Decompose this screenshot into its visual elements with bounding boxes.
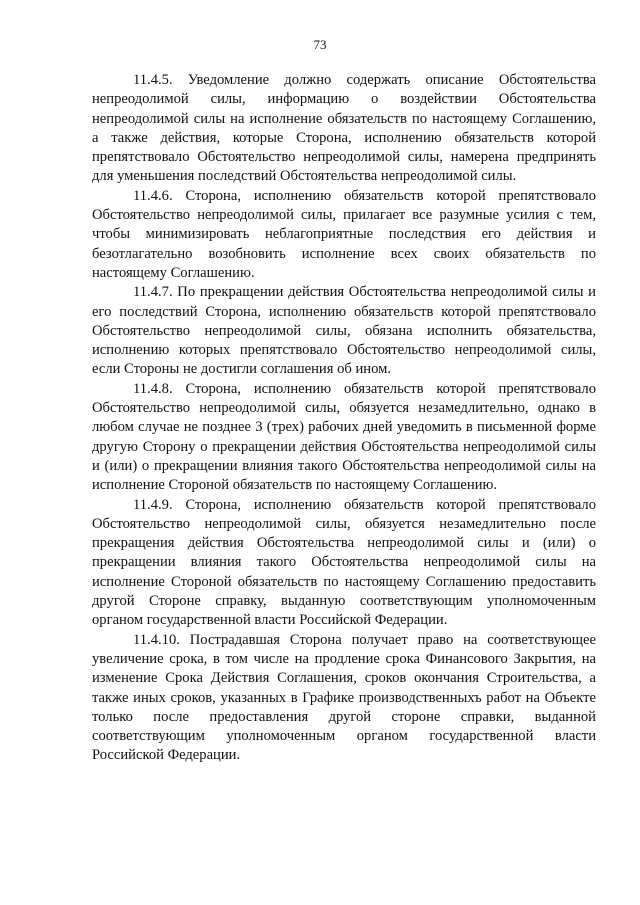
page-number: 73 xyxy=(313,37,327,52)
paragraph-11-4-6: 11.4.6. Сторона, исполнению обязательств которой препятствовало Обстоятельство непреодолимой силы, прилагает все разумные усилия с тем, чтобы минимизировать неблагоприятные последствия его действия и безотлагательно возобновить исполнение всех своих обязательств по настоящему Соглашению. xyxy=(92,187,596,281)
document-body xyxy=(92,71,596,766)
paragraph-11-4-5: 11.4.5. Уведомление должно содержать описание Обстоятельства непреодолимой силы, информацию о воздействии Обстоятельства непреодолимой силы на исполнение обязательств по настоящему Соглашению, а также действия, которые Сторона, исполнению обязательств которой препятствовало Обстоятельство непреодолимой силы, намерена предпринять для уменьшения последствий Обстоятельства непреодолимой силы. xyxy=(92,72,596,185)
paragraph-11-4-8: 11.4.8. Сторона, исполнению обязательств которой препятствовало Обстоятельство непреодолимой силы, обязуется незамедлительно, однако в любом случае не позднее 3 (трех) рабочих дней уведомить в письменной форме другую Сторону о прекращении действия Обстоятельства непреодолимой силы и (или) о прекращении влияния такого Обстоятельства непреодолимой силы на исполнение Стороной обязательств по настоящему Соглашению. xyxy=(92,380,596,494)
paragraph-11-4-9: 11.4.9. Сторона, исполнению обязательств которой препятствовало Обстоятельство непреодолимой силы, обязуется незамедлительно после прекращения действия Обстоятельства непреодолимой силы и (или) о прекращении влияния такого Обстоятельства непреодолимой силы на исполнение Стороной обязательств по настоящему Соглашению предоставить другой Стороне справку, выданную соответствующим уполномоченным органом государственной власти Российской Федерации. xyxy=(92,496,596,629)
paragraph-11-4-10: 11.4.10. Пострадавшая Сторона получает право на соответствующее увеличение срока, в том числе на продление срока Финансового Закрытия, на изменение Срока Действия Соглашения, сроков окончания Строительства, а также иных сроков, указанных в Графике производственныхъ работ на Объекте только после предоставления другой стороне справки, выданной соответствующим уполномоченным органом государственной власти Российской Федерации. xyxy=(92,631,596,764)
paragraph-11-4-7: 11.4.7. По прекращении действия Обстоятельства непреодолимой силы и его последствий Сторона, исполнению обязательств которой препятствовало Обстоятельство непреодолимой силы, обязана исполнить обязательства, исполнению которых препятствовало Обстоятельство непреодолимой силы, если Стороны не достигли соглашения об ином. xyxy=(92,284,596,378)
